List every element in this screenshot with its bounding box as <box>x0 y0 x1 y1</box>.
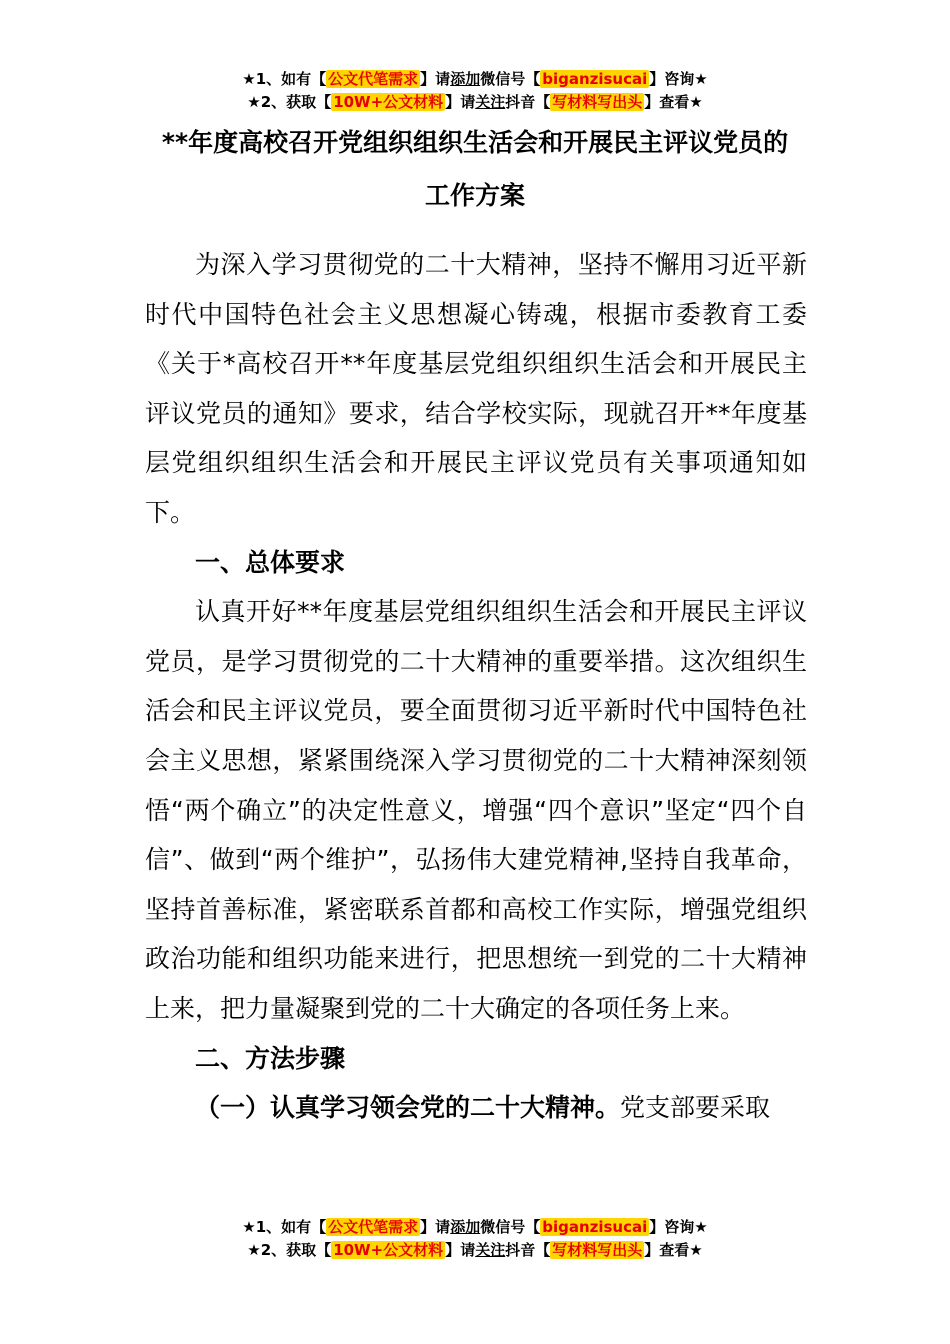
subsection-1-heading: （一）认真学习领会党的二十大精神。 <box>195 1093 621 1123</box>
banner-text: 】请 <box>445 93 476 111</box>
banner-text: ★2、获取【 <box>247 1241 332 1259</box>
document-body <box>145 240 807 1133</box>
document-title-line-1: **年度高校召开党组织组织生活会和开展民主评议党员的 <box>161 128 789 157</box>
banner-line-2 <box>0 1239 950 1262</box>
wechat-id: biganzisucai <box>542 1218 648 1236</box>
banner-text: ★1、如有【 <box>242 70 327 88</box>
underlined-text: 添加 <box>450 1218 481 1236</box>
banner-text: 】咨询★ <box>649 1218 708 1236</box>
banner-line-2 <box>0 91 950 114</box>
banner-line-1 <box>0 68 950 91</box>
subsection-1-paragraph <box>145 1083 807 1133</box>
banner-text: 】请 <box>420 1218 451 1236</box>
banner-text: 】查看★ <box>644 1241 703 1259</box>
banner-text: 】请 <box>420 70 451 88</box>
section-heading-methods-steps: 二、方法步骤 <box>195 1043 346 1073</box>
underlined-text: 关注 <box>475 1241 506 1259</box>
banner-text: 微信号【 <box>480 70 541 88</box>
banner-text: 微信号【 <box>480 1218 541 1236</box>
banner-text: 】请 <box>445 1241 476 1259</box>
highlight-text: 公文代笔需求 <box>328 70 419 88</box>
banner-text: 抖音【 <box>505 93 551 111</box>
intro-paragraph: 为深入学习贯彻党的二十大精神，坚持不懈用习近平新时代中国特色社会主义思想凝心铸魂，根据市委教育工委《关于*高校召开**年度基层党组织组织生活会和开展民主评议党员的通知》要求，结合学校实际，现就召开**年度基层党组织组织生活会和开展民主评议党员有关事项通知如下。 <box>145 250 807 527</box>
banner-text: 】咨询★ <box>649 70 708 88</box>
top-banner <box>0 68 950 114</box>
banner-text: ★2、获取【 <box>247 93 332 111</box>
banner-line-1 <box>0 1216 950 1239</box>
highlight-text: 公文代笔需求 <box>328 1218 419 1236</box>
bottom-banner <box>0 1216 950 1262</box>
douyin-account: 写材料写出头 <box>552 1241 643 1259</box>
subsection-1-body: 党支部要采取 <box>620 1093 771 1123</box>
section-1-paragraph: 认真开好**年度基层党组织组织生活会和开展民主评议党员，是学习贯彻党的二十大精神的重要举措。这次组织生活会和民主评议党员，要全面贯彻习近平新时代中国特色社会主义思想，紧紧围绕深入学习贯彻党的二十大精神深刻领悟“两个确立”的决定性意义，增强“四个意识”坚定“四个自信”、做到“两个维护”，弘扬伟大建党精神,坚持自我革命，坚持首善标准，紧密联系首都和高校工作实际，增强党组织政治功能和组织功能来进行，把思想统一到党的二十大精神上来，把力量凝聚到党的二十大确定的各项任务上来。 <box>145 597 807 1023</box>
document-title-line-2: 工作方案 <box>424 181 525 210</box>
wechat-id: biganzisucai <box>542 70 648 88</box>
douyin-account: 写材料写出头 <box>552 93 643 111</box>
underlined-text: 添加 <box>450 70 481 88</box>
section-heading-overall-requirements: 一、总体要求 <box>195 547 346 577</box>
banner-text: 】查看★ <box>644 93 703 111</box>
banner-text: 抖音【 <box>505 1241 551 1259</box>
highlight-text: 10W+公文材料 <box>333 1241 444 1259</box>
banner-text: ★1、如有【 <box>242 1218 327 1236</box>
highlight-text: 10W+公文材料 <box>333 93 444 111</box>
underlined-text: 关注 <box>475 93 506 111</box>
